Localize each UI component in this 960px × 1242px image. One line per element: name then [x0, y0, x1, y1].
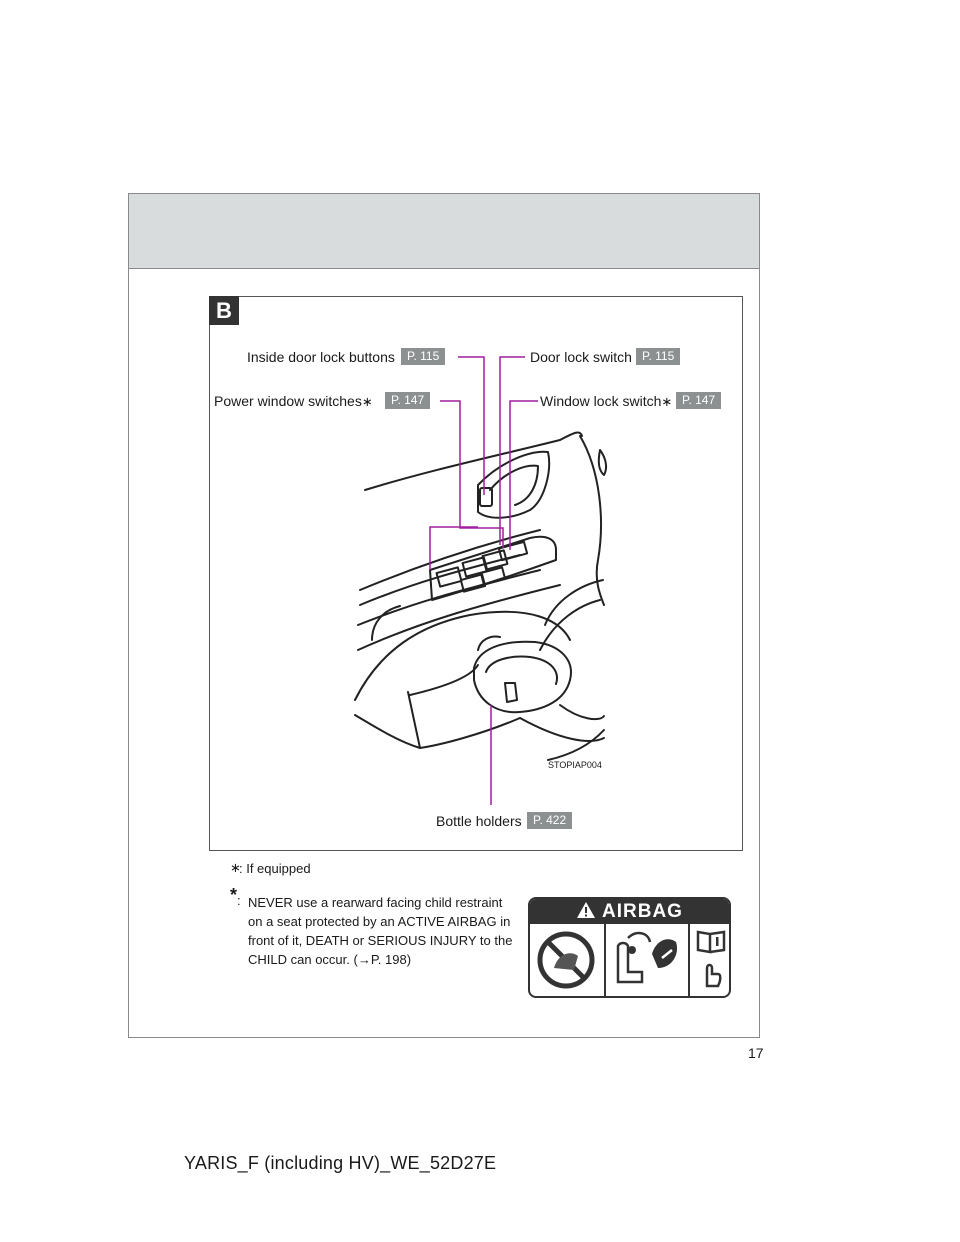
window-lock-label: Window lock switch∗	[540, 393, 673, 409]
bottle-holders-ref[interactable]: P. 422	[527, 812, 572, 829]
image-code: STOPIAP004	[548, 760, 602, 770]
section-tag: B	[209, 296, 239, 325]
inside-door-lock-label: Inside door lock buttons	[247, 349, 395, 365]
if-equipped-mark: ∗	[230, 860, 241, 875]
power-window-label: Power window switches∗	[214, 393, 373, 409]
inside-door-lock-ref[interactable]: P. 115	[401, 348, 445, 365]
no-child-seat-cell	[530, 924, 606, 996]
read-manual-icon	[690, 924, 731, 996]
airbag-title: AIRBAG	[602, 901, 683, 922]
door-lock-switch-ref[interactable]: P. 115	[636, 348, 680, 365]
door-lock-switch-label: Door lock switch	[530, 349, 632, 365]
power-window-ref[interactable]: P. 147	[385, 392, 430, 409]
airbag-header	[530, 899, 729, 924]
page-number: 17	[748, 1045, 764, 1061]
airbag-warning-label	[528, 897, 731, 998]
warning-note: NEVER use a rearward facing child restraint on a seat protected by an ACTIVE AIRBAG in front of it, DEATH or SERIOUS INJURY to the CHILD can occur. (→P. 198)	[248, 895, 513, 967]
warning-triangle-icon	[576, 901, 596, 919]
read-manual-cell	[690, 924, 731, 996]
footer-code: YARIS_F (including HV)_WE_52D27E	[184, 1153, 497, 1173]
bottle-holders-label: Bottle holders	[436, 813, 522, 829]
warning-colon: :	[237, 893, 241, 908]
airbag-deploy-cell	[606, 924, 690, 996]
if-equipped-text: : If equipped	[239, 861, 311, 876]
warning-mark: *	[230, 885, 238, 905]
window-lock-ref[interactable]: P. 147	[676, 392, 721, 409]
no-child-seat-icon	[530, 924, 604, 996]
airbag-deploy-icon	[606, 924, 688, 996]
